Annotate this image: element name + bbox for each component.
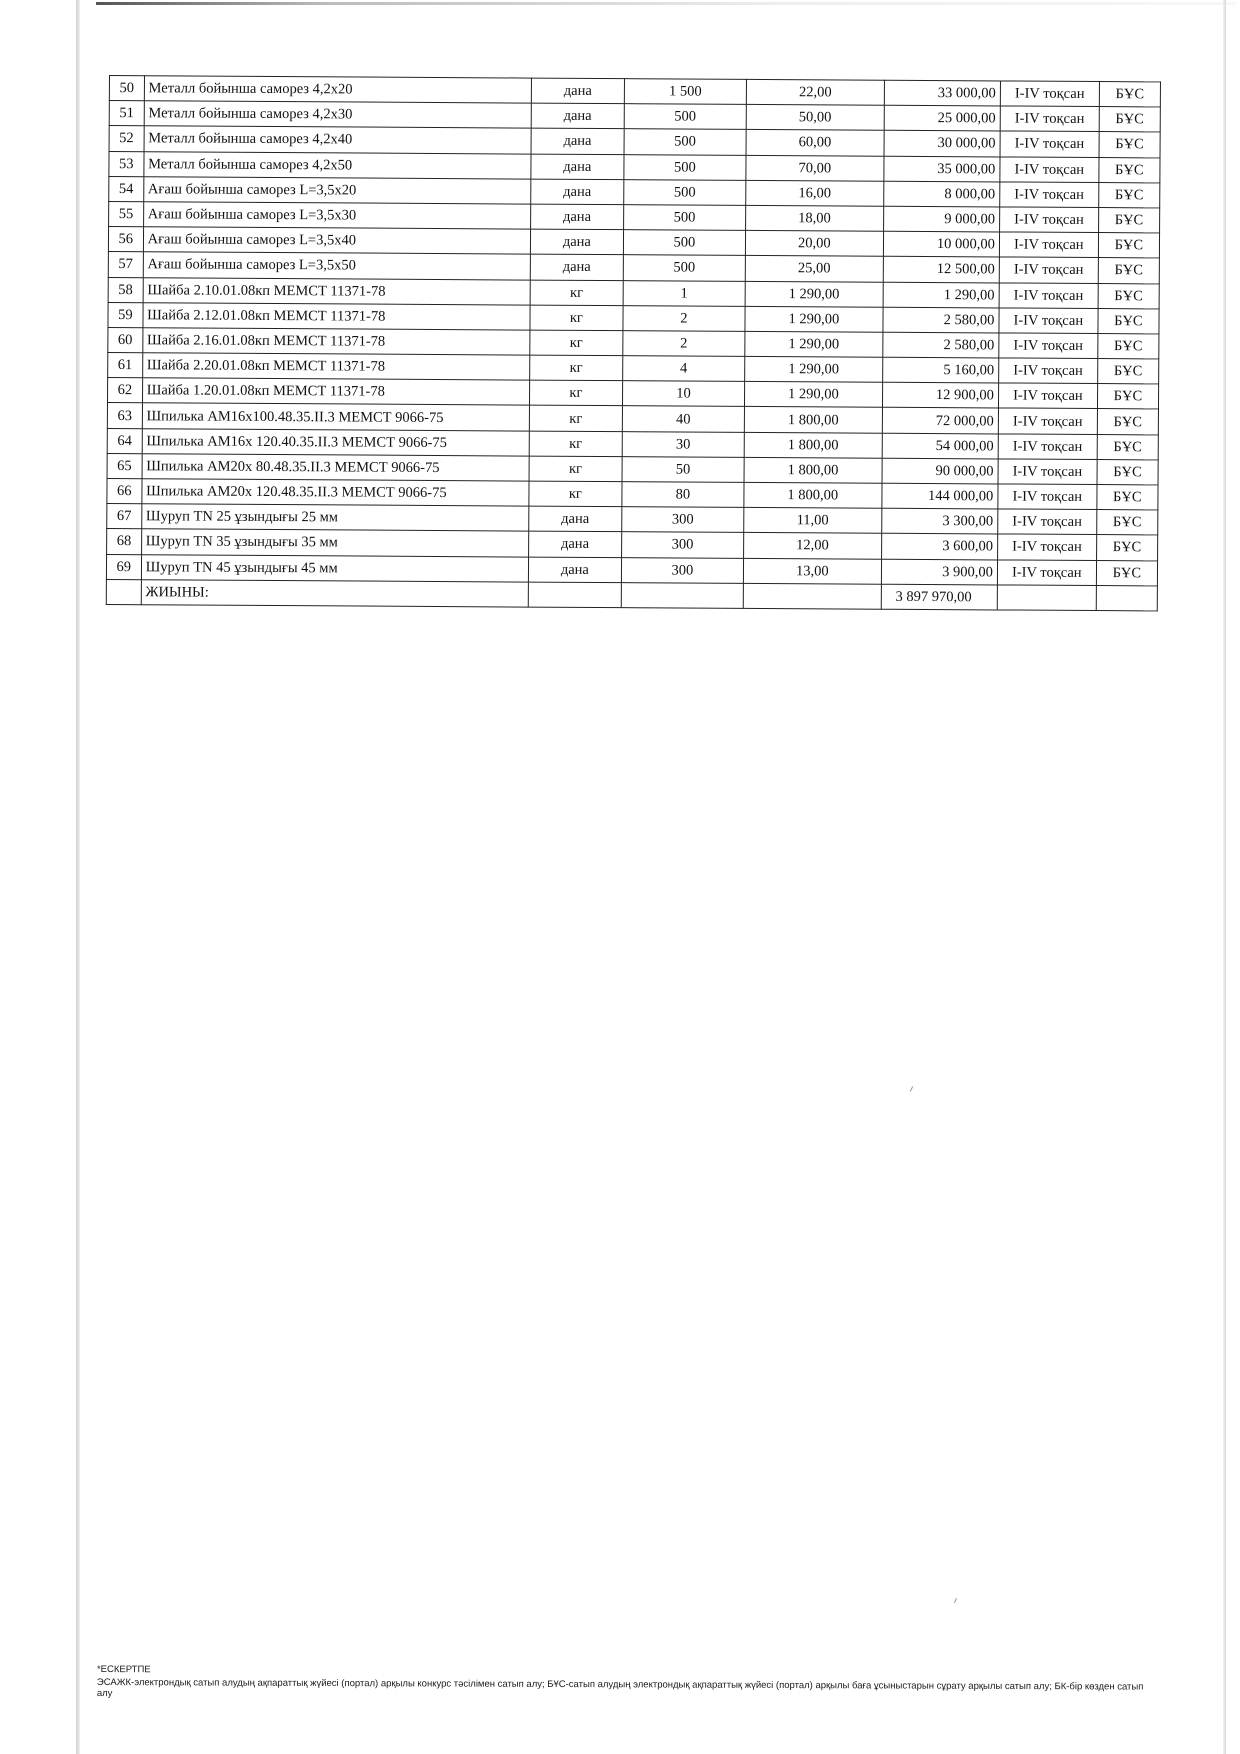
item-quantity: 80 [622, 482, 744, 508]
item-quantity: 10 [622, 381, 744, 407]
item-name: Ағаш бойынша саморез L=3,5х20 [143, 176, 531, 204]
item-unit: дана [529, 506, 622, 532]
item-name: Металл бойынша саморез 4,2х30 [144, 101, 532, 129]
item-name: Шайба 2.16.01.08кп МЕМСТ 11371-78 [142, 328, 530, 356]
item-total-sum: 3 300,00 [881, 508, 997, 534]
item-unit-price: 60,00 [746, 130, 884, 156]
item-unit-price: 22,00 [746, 79, 884, 105]
item-period: I-IV тоқсан [998, 484, 1097, 510]
item-procurement-method: БҰС [1098, 233, 1159, 259]
item-unit: кг [529, 431, 622, 457]
total-empty-cell [743, 583, 881, 609]
item-quantity: 500 [624, 154, 746, 180]
total-label: ЖИЫНЫ: [141, 579, 529, 607]
item-procurement-method: БҰС [1099, 132, 1160, 158]
item-unit-price: 13,00 [743, 558, 881, 584]
item-unit: кг [530, 280, 623, 306]
item-procurement-method: БҰС [1099, 107, 1160, 133]
item-unit-price: 1 290,00 [745, 356, 883, 382]
item-quantity: 500 [623, 179, 745, 205]
item-number: 61 [108, 353, 143, 378]
item-quantity: 40 [622, 406, 744, 432]
item-period: I-IV тоқсан [999, 333, 1098, 359]
item-unit: дана [530, 229, 623, 255]
item-name: Ағаш бойынша саморез L=3,5х50 [143, 252, 531, 280]
item-period: I-IV тоқсан [1000, 157, 1099, 183]
item-number: 51 [109, 101, 144, 126]
item-quantity: 4 [622, 356, 744, 382]
item-unit-price: 50,00 [746, 105, 884, 131]
scan-speck [910, 1086, 913, 1092]
item-name: Шайба 2.10.01.08кп МЕМСТ 11371-78 [143, 277, 531, 305]
item-name: Шпилька АМ20х 80.48.35.II.3 МЕМСТ 9066-75 [142, 454, 530, 482]
item-number: 60 [108, 327, 143, 352]
item-procurement-method: БҰС [1098, 283, 1159, 309]
item-number: 55 [109, 201, 144, 226]
item-number: 68 [107, 529, 142, 554]
item-total-sum: 1 290,00 [883, 282, 999, 308]
item-procurement-method: БҰС [1097, 434, 1158, 460]
item-name: Металл бойынша саморез 4,2х50 [144, 151, 532, 179]
item-number: 59 [108, 302, 143, 327]
item-name: Шайба 2.12.01.08кп МЕМСТ 11371-78 [143, 302, 531, 330]
item-unit-price: 1 290,00 [745, 382, 883, 408]
item-number: 66 [107, 478, 142, 503]
item-name: Шпилька АМ20х 120.48.35.II.3 МЕМСТ 9066-75 [142, 479, 530, 507]
item-total-sum: 3 900,00 [881, 559, 997, 585]
item-total-sum: 25 000,00 [884, 105, 1000, 131]
item-period: I-IV тоқсан [998, 408, 1097, 434]
item-period: I-IV тоқсан [998, 459, 1097, 485]
footnote-text: ЭСАЖК-электрондық сатып алудың ақпараттық жүйесі (портал) арқылы конкурс тәсілімен сатып алу; БҰС-сатып алудың электрондық ақпараттық жүйесі (портал) арқылы баға ұсыныстарын сұрату арқылы сатып алу; БК-бір көзден сатып алу [96, 1676, 1144, 1700]
item-total-sum: 5 160,00 [882, 357, 998, 383]
item-quantity: 300 [621, 557, 743, 583]
item-name: Шуруп TN 35 ұзындығы 35 мм [141, 529, 529, 557]
item-unit-price: 70,00 [746, 155, 884, 181]
item-total-sum: 35 000,00 [884, 156, 1000, 182]
item-number: 57 [108, 252, 143, 277]
item-unit-price: 12,00 [744, 533, 882, 559]
item-total-sum: 2 580,00 [882, 332, 998, 358]
item-number: 53 [109, 151, 144, 176]
item-number: 50 [109, 76, 144, 101]
total-empty-cell [621, 582, 743, 608]
item-total-sum: 10 000,00 [883, 231, 999, 257]
item-total-sum: 8 000,00 [883, 181, 999, 207]
item-unit-price: 1 800,00 [744, 432, 882, 458]
item-procurement-method: БҰС [1098, 333, 1159, 359]
item-period: I-IV тоқсан [1000, 131, 1099, 157]
item-total-sum: 144 000,00 [882, 483, 998, 509]
item-number: 67 [107, 504, 142, 529]
item-quantity: 300 [621, 507, 743, 533]
item-name: Шуруп TN 45 ұзындығы 45 мм [141, 554, 529, 582]
item-procurement-method: БҰС [1098, 182, 1159, 208]
item-total-sum: 30 000,00 [884, 131, 1000, 157]
item-total-sum: 72 000,00 [882, 408, 998, 434]
item-quantity: 500 [623, 230, 745, 256]
item-unit: кг [530, 380, 623, 406]
item-period: I-IV тоқсан [1000, 106, 1099, 132]
item-unit: кг [529, 456, 622, 482]
item-name: Шайба 2.20.01.08кп МЕМСТ 11371-78 [142, 353, 530, 381]
total-empty-cell [528, 582, 621, 608]
item-quantity: 500 [623, 255, 745, 281]
scan-top-edge [96, 2, 1236, 5]
item-name: Шпилька АМ16х 120.40.35.II.3 МЕМСТ 9066-75 [142, 428, 530, 456]
item-unit: дана [529, 531, 622, 557]
item-period: I-IV тоқсан [998, 509, 1097, 535]
item-unit-price: 18,00 [746, 205, 884, 231]
item-procurement-method: БҰС [1096, 510, 1157, 536]
item-unit-price: 25,00 [745, 256, 883, 282]
item-quantity: 500 [624, 104, 746, 130]
table-body [106, 76, 1160, 611]
item-unit: дана [531, 103, 624, 129]
item-name: Шуруп TN 25 ұзындығы 25 мм [141, 504, 529, 532]
footnote [97, 1664, 1157, 1704]
item-procurement-method: БҰС [1098, 207, 1159, 233]
item-period: I-IV тоқсан [999, 358, 1098, 384]
item-unit: дана [531, 78, 624, 104]
item-name: Металл бойынша саморез 4,2х20 [144, 76, 532, 104]
item-number: 63 [107, 403, 142, 428]
item-unit-price: 1 290,00 [745, 331, 883, 357]
item-quantity: 1 500 [624, 79, 746, 105]
item-quantity: 30 [622, 431, 744, 457]
item-period: I-IV тоқсан [998, 383, 1097, 409]
item-period: I-IV тоқсан [998, 434, 1097, 460]
footnote-title: *ЕСКЕРТПЕ [96, 1664, 151, 1676]
item-name: Шайба 1.20.01.08кп МЕМСТ 11371-78 [142, 378, 530, 406]
item-procurement-method: БҰС [1097, 459, 1158, 485]
item-period: I-IV тоқсан [999, 207, 1098, 233]
item-quantity: 2 [623, 305, 745, 331]
item-number: 64 [107, 428, 142, 453]
item-unit: кг [530, 305, 623, 331]
item-period: I-IV тоқсан [1000, 182, 1099, 208]
total-sum: 3 897 970,00 [881, 584, 997, 610]
item-number: 56 [108, 227, 143, 252]
item-total-sum: 54 000,00 [882, 433, 998, 459]
total-row [106, 579, 1157, 611]
item-unit: дана [530, 254, 623, 280]
item-number: 65 [107, 453, 142, 478]
item-procurement-method: БҰС [1096, 560, 1157, 586]
item-period: I-IV тоқсан [997, 534, 1096, 560]
item-quantity: 500 [624, 129, 746, 155]
item-procurement-method: БҰС [1098, 258, 1159, 284]
item-procurement-method: БҰС [1097, 485, 1158, 511]
item-procurement-method: БҰС [1097, 384, 1158, 410]
scan-speck [954, 1598, 957, 1603]
item-unit-price: 1 290,00 [745, 281, 883, 307]
scan-left-edge [76, 0, 80, 1754]
item-unit-price: 1 800,00 [744, 482, 882, 508]
item-total-sum: 12 500,00 [883, 257, 999, 283]
item-procurement-method: БҰС [1099, 82, 1160, 108]
item-unit: дана [531, 204, 624, 230]
item-number: 69 [106, 554, 141, 579]
item-name: Шпилька АМ16х100.48.35.II.3 МЕМСТ 9066-75 [142, 403, 530, 431]
item-quantity: 500 [623, 205, 745, 231]
item-period: I-IV тоқсан [999, 232, 1098, 258]
procurement-table [106, 75, 1161, 611]
item-unit: кг [529, 406, 622, 432]
item-name: Ағаш бойынша саморез L=3,5х30 [143, 202, 531, 230]
item-number: 62 [107, 378, 142, 403]
item-unit: дана [531, 154, 624, 180]
item-procurement-method: БҰС [1097, 359, 1158, 385]
item-period: I-IV тоқсан [1000, 81, 1099, 107]
item-quantity: 1 [623, 280, 745, 306]
item-unit-price: 1 800,00 [744, 457, 882, 483]
item-unit: кг [530, 355, 623, 381]
total-empty-cell [997, 585, 1096, 611]
item-name: Металл бойынша саморез 4,2х40 [144, 126, 532, 154]
item-unit-price: 20,00 [745, 231, 883, 257]
item-period: I-IV тоқсан [999, 257, 1098, 283]
item-total-sum: 3 600,00 [881, 534, 997, 560]
scan-right-edge [1223, 0, 1226, 1754]
item-unit-price: 11,00 [744, 508, 882, 534]
total-empty-cell [1096, 585, 1157, 611]
item-unit: кг [529, 481, 622, 507]
item-unit: дана [531, 179, 624, 205]
item-unit: кг [530, 330, 623, 356]
item-name: Ағаш бойынша саморез L=3,5х40 [143, 227, 531, 255]
item-total-sum: 2 580,00 [883, 307, 999, 333]
item-period: I-IV тоқсан [997, 559, 1096, 585]
item-quantity: 50 [622, 456, 744, 482]
item-unit: дана [531, 128, 624, 154]
item-procurement-method: БҰС [1099, 157, 1160, 183]
item-unit-price: 1 800,00 [744, 407, 882, 433]
item-number: 58 [108, 277, 143, 302]
item-quantity: 2 [623, 331, 745, 357]
item-unit: дана [528, 557, 621, 583]
item-number: 54 [109, 176, 144, 201]
item-total-sum: 9 000,00 [883, 206, 999, 232]
item-total-sum: 33 000,00 [884, 80, 1000, 106]
item-unit-price: 1 290,00 [745, 306, 883, 332]
item-procurement-method: БҰС [1097, 409, 1158, 435]
item-period: I-IV тоқсан [999, 282, 1098, 308]
item-period: I-IV тоқсан [999, 308, 1098, 334]
item-total-sum: 12 900,00 [882, 382, 998, 408]
item-number: 52 [109, 126, 144, 151]
item-procurement-method: БҰС [1096, 535, 1157, 561]
item-unit-price: 16,00 [746, 180, 884, 206]
total-empty-cell [106, 579, 141, 604]
item-total-sum: 90 000,00 [882, 458, 998, 484]
item-quantity: 300 [621, 532, 743, 558]
item-procurement-method: БҰС [1098, 308, 1159, 334]
